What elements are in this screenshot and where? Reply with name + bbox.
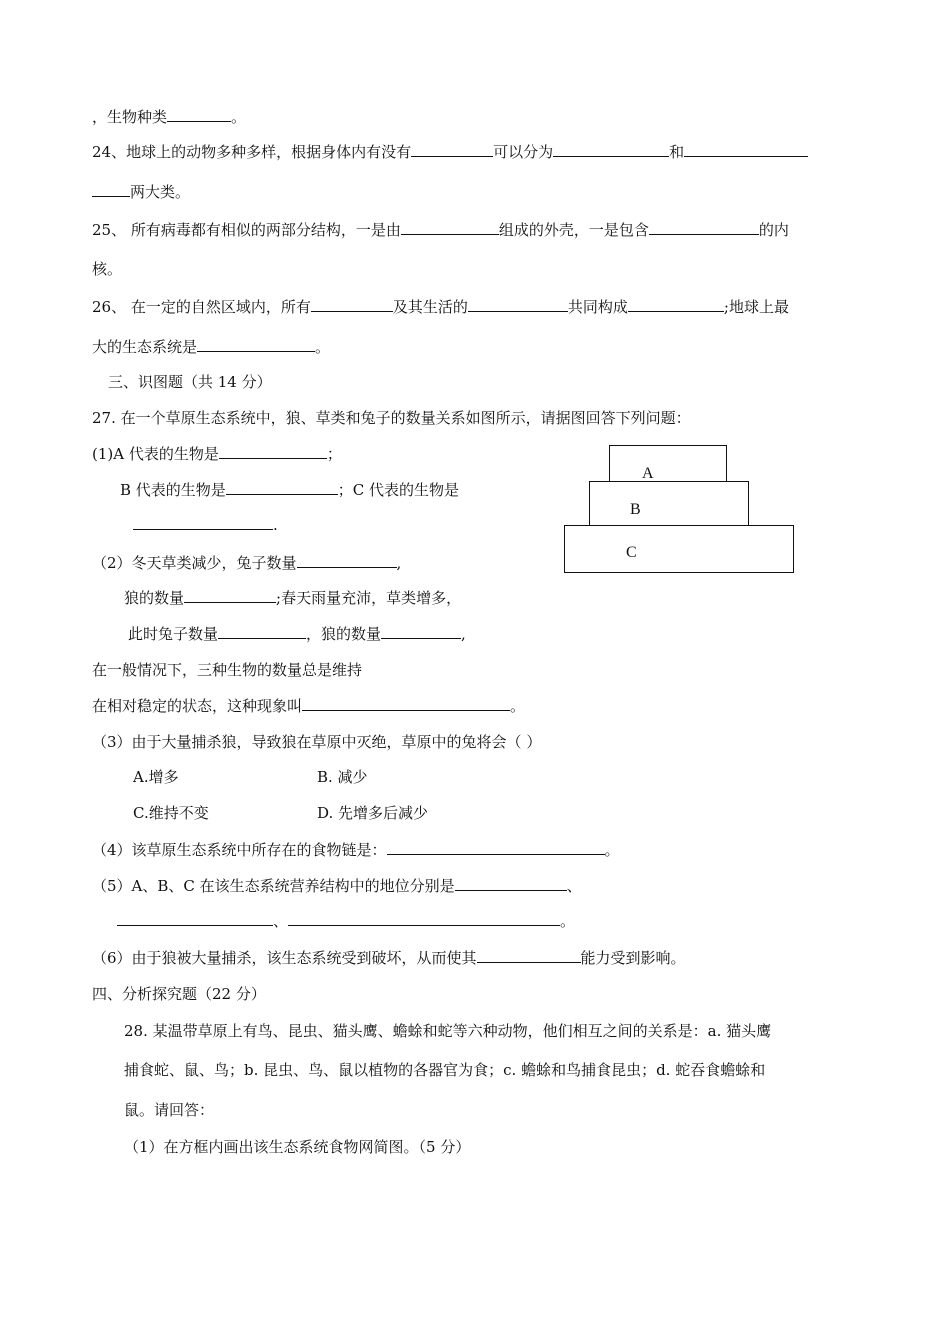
pyramid-level-b [589,481,749,526]
text-fragment: （2）冬天草类减少，兔子数量 [92,554,297,572]
text-fragment: 和 [669,143,685,161]
text-fragment: ； [326,445,342,463]
text-fragment: 25、 所有病毒都有相似的两部分结构，一是由 [92,221,401,239]
text-fragment: 核。 [92,260,123,278]
answer-blank [218,624,306,639]
answer-blank [311,297,393,312]
text-fragment: ;春天雨量充沛，草类增多， [276,589,462,607]
part-2 [92,553,401,573]
text-fragment: 组成的外壳，一是包含 [498,221,649,239]
text-line [92,107,246,127]
text-fragment: 。 [231,108,247,126]
text-fragment: , [396,554,402,572]
part-1 [92,444,342,464]
part-5b [117,911,575,931]
text-fragment: 在相对稳定的状态，这种现象叫 [92,697,303,715]
answer-blank [628,297,724,312]
part-2b [124,588,461,608]
pyramid-label-b: B [630,501,641,518]
section-heading-4: 四、分析探究题（22 分） [92,985,266,1003]
answer-blank [477,948,581,963]
answer-blank [649,220,759,235]
question-28-cont2: 鼠。请回答： [124,1101,215,1119]
answer-blank [226,480,338,495]
answer-blank [387,840,605,855]
text-fragment: 及其生活的 [392,298,468,316]
answer-blank [553,142,669,157]
text-fragment: 共同构成 [567,298,628,316]
text-fragment: 能力受到影响。 [580,949,686,967]
pyramid-level-a [609,445,727,482]
answer-blank [401,220,499,235]
answer-blank [167,107,231,122]
question-25-cont [92,259,122,279]
text-fragment: 。 [315,338,331,356]
text-fragment: , [461,625,466,643]
answer-blank [381,624,461,639]
text-fragment: ；C 代表的生物是 [337,481,460,499]
option-d: D. 先增多后减少 [317,804,429,822]
text-fragment: （4）该草原生态系统中所存在的食物链是： [92,841,387,859]
text-fragment: ，狼的数量 [306,625,382,643]
answer-blank [288,911,560,926]
pyramid-level-c [564,525,794,573]
part-6 [92,948,686,968]
question-24 [92,142,808,162]
question-25 [92,220,789,240]
part-2e [92,696,525,716]
part-4 [92,840,620,860]
text-fragment: 24、地球上的动物多种多样，根据身体内有没有 [92,143,412,161]
text-fragment: . [273,516,278,534]
answer-blank [302,696,510,711]
question-28-cont: 捕食蛇、鼠、鸟；b. 昆虫、鸟、鼠以植物的各器官为食；c. 蟾蜍和鸟捕食昆虫；d. 蛇吞食蟾蜍和 [124,1061,766,1079]
text-fragment: 两大类。 [130,183,191,201]
answer-blank [133,515,273,530]
pyramid-label-a: A [642,465,654,482]
answer-blank [117,911,273,926]
text-fragment: （6）由于狼被大量捕杀，该生态系统受到破坏，从而使其 [92,949,477,967]
answer-blank [411,142,493,157]
text-fragment: (1)A 代表的生物是 [92,445,219,463]
text-fragment: （5）A、B、C 在该生态系统营养结构中的地位分别是 [92,877,455,895]
question-26-cont [92,337,330,357]
section-heading-3: 三、识图题（共 14 分） [108,373,272,391]
answer-blank [197,337,315,352]
text-fragment: 可以分为 [493,143,554,161]
part-1c [133,515,278,535]
text-fragment: 狼的数量 [124,589,185,607]
text-fragment: 、 [566,877,582,895]
text-fragment: 、 [273,912,289,930]
text-fragment: 此时兔子数量 [128,625,219,643]
question-26 [92,297,789,317]
answer-blank [684,142,808,157]
text-fragment: 的内 [758,221,789,239]
text-fragment: 。 [604,841,620,859]
option-c: C.维持不变 [133,804,209,822]
answer-blank [297,553,397,568]
text-fragment: 。 [560,912,576,930]
part-3: （3）由于大量捕杀狼，导致狼在草原中灭绝，草原中的兔将会（ ） [92,733,542,751]
answer-blank [92,182,130,197]
option-b: B. 减少 [317,768,368,786]
question-28-part-1: （1）在方框内画出该生态系统食物网简图。（5 分） [124,1138,471,1156]
question-27: 27. 在一个草原生态系统中，狼、草类和兔子的数量关系如图所示，请据图回答下列问题： [92,409,691,427]
question-28: 28. 某温带草原上有鸟、昆虫、猫头鹰、蟾蜍和蛇等六种动物，他们相互之间的关系是：a. 猫头鹰 [124,1022,772,1040]
text-fragment: 大的生态系统是 [92,338,198,356]
text-fragment: ;地球上最 [723,298,789,316]
question-24-cont [92,182,190,202]
answer-blank [468,297,568,312]
text-fragment: 。 [510,697,526,715]
answer-blank [455,876,567,891]
text-fragment: ，生物种类 [92,108,168,126]
part-1b [120,480,459,500]
option-a: A.增多 [133,768,179,786]
part-2c [128,624,466,644]
text-fragment: B 代表的生物是 [120,481,226,499]
part-5 [92,876,582,896]
answer-blank [219,444,327,459]
text-fragment: 26、 在一定的自然区域内，所有 [92,298,311,316]
answer-blank [184,588,276,603]
pyramid-label-c: C [626,544,637,561]
part-2d: 在一般情况下，三种生物的数量总是维持 [92,661,363,679]
